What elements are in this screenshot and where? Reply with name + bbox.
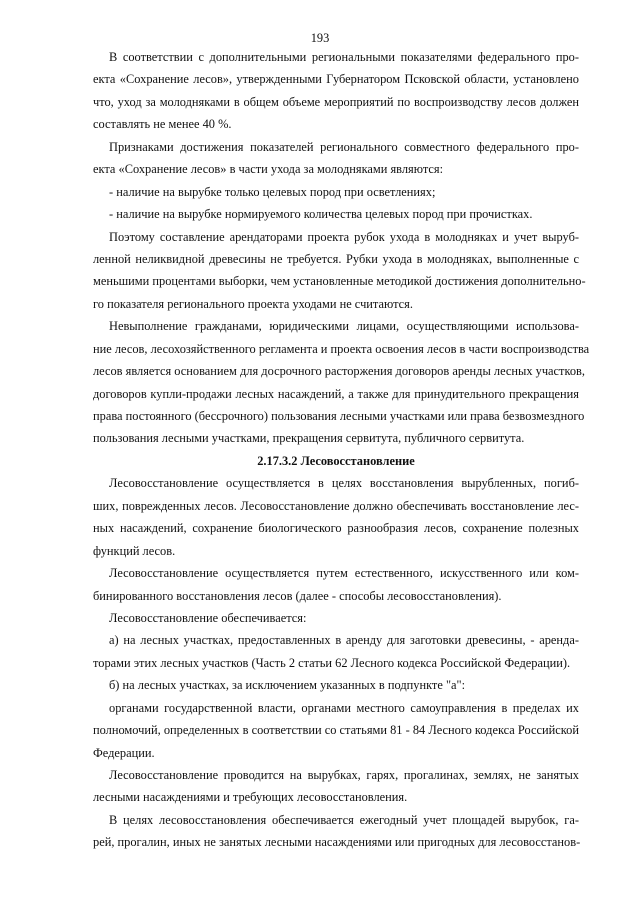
text-line: - наличие на вырубке только целевых пород при осветлениях;: [109, 184, 436, 199]
text-line: б) на лесных участках, за исключением указанных в подпункте "а":: [109, 678, 466, 693]
text-line: В соответствии с дополнительными региональными показателями федерального про-: [109, 50, 579, 64]
text-line: екта «Сохранение лесов» в части ухода за молодняками являются:: [93, 162, 444, 177]
text-line: Лесовосстановление обеспечивается:: [109, 610, 307, 625]
page-number: 193: [310, 31, 330, 45]
text-line: органами государственной власти, органами местного самоуправления в пределах их: [109, 700, 579, 715]
text-line: торами этих лесных участков (Часть 2 статьи 62 Лесного кодекса Российской Федерации).: [93, 655, 571, 670]
text-line: права постоянного (бессрочного) пользования лесными участками или права безвозмездного: [93, 409, 585, 423]
text-line: Лесовосстановление осуществляется путем естественного, искусственного или ком-: [109, 566, 579, 581]
text-line: договоров купли-продажи лесных насаждений, а также для принудительного прекращения: [93, 386, 579, 401]
text-line: Признаками достижения показателей регионального совместного федерального про-: [109, 139, 579, 154]
section-heading: 2.17.3.2 Лесовосстановление: [257, 453, 415, 468]
text-line: что, уход за молодняками в общем объеме мероприятий по воспроизводству лесов должен: [93, 94, 579, 109]
text-line: пользования лесными участками, прекращения сервитута, публичного сервитута.: [93, 431, 525, 446]
text-line: Невыполнение гражданами, юридическими лицами, осуществляющими использова-: [109, 319, 579, 334]
text-line: Федерации.: [93, 745, 155, 760]
text-line: ших, поврежденных лесов. Лесовосстановление должно обеспечивать восстановление лес-: [93, 498, 579, 513]
text-line: го показателя регионального проекта уходами не считаются.: [93, 296, 413, 311]
text-line: полномочий, определенных в соответствии со статьями 81 - 84 Лесного кодекса Российской: [93, 723, 579, 738]
text-line: - наличие на вырубке нормируемого количества целевых пород при прочистках.: [109, 207, 533, 222]
text-line: Лесовосстановление осуществляется в целях восстановления вырубленных, погиб-: [109, 476, 579, 491]
text-line: Лесовосстановление проводится на вырубках, гарях, прогалинах, землях, не занятых: [109, 768, 579, 782]
text-line: екта «Сохранение лесов», утвержденными Губернатором Псковской области, установлено: [93, 72, 579, 87]
text-line: ние лесов, лесохозяйственного регламента и проекта освоения лесов в части воспроизводства: [93, 341, 590, 356]
text-line: лесов является основанием для досрочного расторжения договоров аренды лесных участков,: [93, 364, 585, 379]
text-line: лесными насаждениями и требующих лесовосстановления.: [93, 790, 408, 805]
text-line: а) на лесных участках, предоставленных в аренду для заготовки древесины, - аренда-: [109, 633, 579, 648]
text-line: В целях лесовосстановления обеспечивается ежегодный учет площадей вырубок, га-: [109, 812, 579, 827]
text-line: бинированного восстановления лесов (далее - способы лесовосстановления).: [93, 588, 502, 603]
text-line: меньшими процентами выборки, чем установленные методикой достижения дополнительно-: [93, 274, 586, 289]
text-line: рей, прогалин, иных не занятых лесными насаждениями или пригодных для лесовосстанов-: [93, 835, 581, 850]
text-line: Поэтому составление арендаторами проекта рубок ухода в молодняках и учет выруб-: [109, 229, 579, 244]
body-text: [93, 46, 590, 854]
text-line: ленной неликвидной древесины не требуется. Рубки ухода в молодняках, выполненные с: [93, 251, 579, 266]
text-line: составлять не менее 40 %.: [93, 117, 232, 132]
text-line: ных насаждений, сохранение биологического разнообразия лесов, сохранение полезных: [93, 521, 579, 536]
text-line: функций лесов.: [93, 543, 176, 558]
